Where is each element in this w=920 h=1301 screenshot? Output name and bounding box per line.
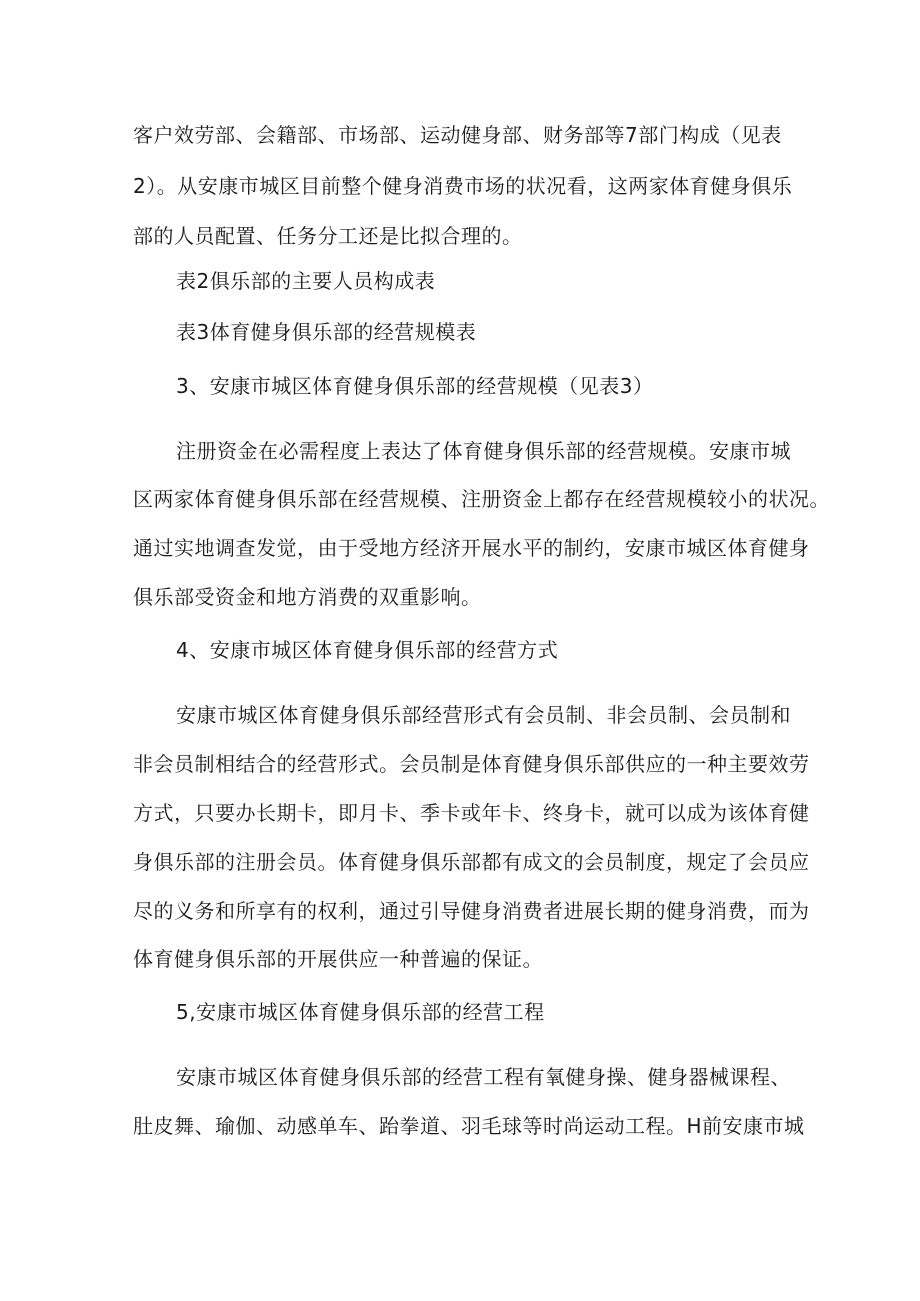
paragraph-3-line-1: 安康市城区体育健身俱乐部经营形式有会员制、非会员制、会员制和	[176, 703, 791, 727]
paragraph-3-line-4: 身俱乐部的注册会员。体育健身俱乐部都有成文的会员制度，规定了会员应	[133, 850, 810, 874]
paragraph-3-line-6: 体育健身俱乐部的开展供应一种普遍的保证。	[133, 947, 543, 971]
paragraph-2-line-4: 俱乐部受资金和地方消费的双重影响。	[133, 585, 482, 609]
section-heading-3: 3、安康市城区体育健身俱乐部的经营规模（见表3）	[176, 374, 654, 398]
paragraph-2-line-2: 区两家体育健身俱乐部在经营规模、注册资金上都存在经营规模较小的状况。	[133, 487, 830, 511]
section-heading-4: 4、安康市城区体育健身俱乐部的经营方式	[176, 638, 559, 662]
paragraph-4-line-1: 安康市城区体育健身俱乐部的经营工程有氧健身操、健身器械课程、	[176, 1065, 791, 1089]
paragraph-1-line-1: 客户效劳部、会籍部、市场部、运动健身部、财务部等7部门构成（见表	[133, 123, 782, 147]
paragraph-3-line-5: 尽的义务和所享有的权利，通过引导健身消费者进展长期的健身消费，而为	[133, 899, 810, 923]
paragraph-3-line-2: 非会员制相结合的经营形式。会员制是体育健身俱乐部供应的一种主要效劳	[133, 752, 810, 776]
paragraph-4-line-2: 肚皮舞、瑜伽、动感单车、跆拳道、羽毛球等时尚运动工程。H前安康市城	[133, 1114, 805, 1138]
table-caption-3: 表3体育健身俱乐部的经营规模表	[176, 320, 477, 344]
paragraph-2-line-3: 通过实地调查发觉，由于受地方经济开展水平的制约，安康市城区体育健身	[133, 536, 810, 560]
section-heading-5: 5,安康市城区体育健身俱乐部的经营工程	[176, 1000, 545, 1024]
paragraph-1-line-2: 2）。从安康市城区目前整个健身消费市场的状况看，这两家体育健身俱乐	[133, 174, 793, 198]
paragraph-2-line-1: 注册资金在必需程度上表达了体育健身俱乐部的经营规模。安康市城	[176, 439, 791, 463]
paragraph-1-line-3: 部的人员配置、任务分工还是比拟合理的。	[133, 224, 523, 248]
table-caption-2: 表2俱乐部的主要人员构成表	[176, 269, 436, 293]
paragraph-3-line-3: 方式，只要办长期卡，即月卡、季卡或年卡、终身卡，就可以成为该体育健	[133, 801, 810, 825]
